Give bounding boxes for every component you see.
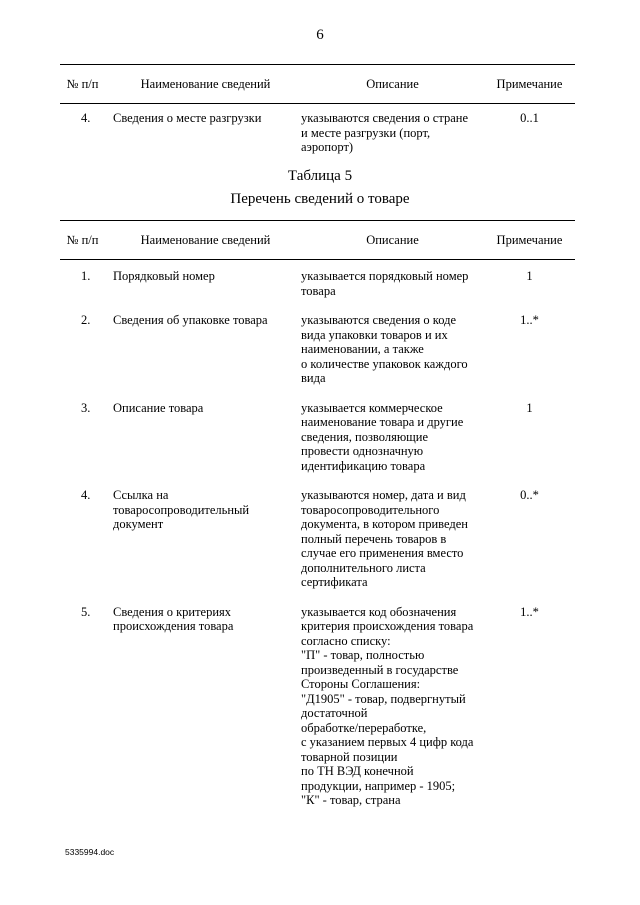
table-continuation [60,64,575,155]
row-name: Ссылка на товаросопроводительный документ [113,488,250,531]
row-name: Порядковый номер [113,269,215,283]
table-5 [60,220,575,808]
row-desc: указывается порядковый номер товара [301,269,469,298]
row-desc: указывается код обозначения критерия происхождения товара согласно списку: "П" - товар, полностью произведенный в государстве Стороны Соглашения: "Д1905" - товар, подвергнутый достаточной обработке/переработке, с указанием первых 4 цифр кода товарной позиции по ТН ВЭД конечной продукции, например - 1905; "К" - товар, страна [301,604,474,807]
row-note: 1 [526,400,533,415]
header-name: Наименование сведений [140,232,271,247]
table-row [60,488,575,590]
row-desc: указываются номер, дата и вид товаросопроводительного документа, в котором приведен полный перечень товаров в случае его применения вместо дополнительного листа сертификата [301,488,468,589]
table-row [60,313,575,386]
header-note: Примечание [496,76,563,91]
table-row [60,269,575,298]
row-note: 1..* [520,313,539,327]
row-num: 3. [81,400,91,415]
row-name: Сведения о месте разгрузки [113,111,262,125]
row-desc: указывается коммерческое наименование товара и другие сведения, позволяющие провести однозначную идентификацию товара [301,400,464,473]
table-row [60,605,575,808]
row-num: 2. [81,313,91,327]
header-name: Наименование сведений [140,76,271,91]
row-note: 1 [526,269,533,283]
row-desc: указываются сведения о коде вида упаковки товаров и их наименовании, а также о количестве упаковок каждого вида [301,313,468,385]
row-note: 0..1 [520,111,539,125]
table-caption: Таблица 5 [287,168,353,184]
row-num: 1. [81,269,91,283]
row-num: 4. [81,488,91,502]
header-num: № п/п [66,232,99,247]
header-desc: Описание [366,232,419,247]
header-num: № п/п [66,76,99,91]
row-desc: указываются сведения о стране и месте разгрузки (порт, аэропорт) [301,111,469,154]
table-header [60,220,575,260]
row-note: 0..* [520,488,539,502]
row-note: 1..* [520,604,539,619]
page-number: 6 [316,27,324,43]
footer-filename: 5335994.doc [65,847,115,857]
table-header [60,64,575,104]
row-name: Сведения о критериях происхождения товара [113,604,234,633]
row-num: 4. [81,111,91,125]
row-name: Сведения об упаковке товара [113,313,268,327]
header-desc: Описание [366,76,419,91]
header-note: Примечание [496,232,563,247]
row-name: Описание товара [113,400,204,415]
table-title: Перечень сведений о товаре [230,191,410,207]
table-row [60,401,575,474]
table-row [60,111,575,155]
row-num: 5. [81,604,91,619]
